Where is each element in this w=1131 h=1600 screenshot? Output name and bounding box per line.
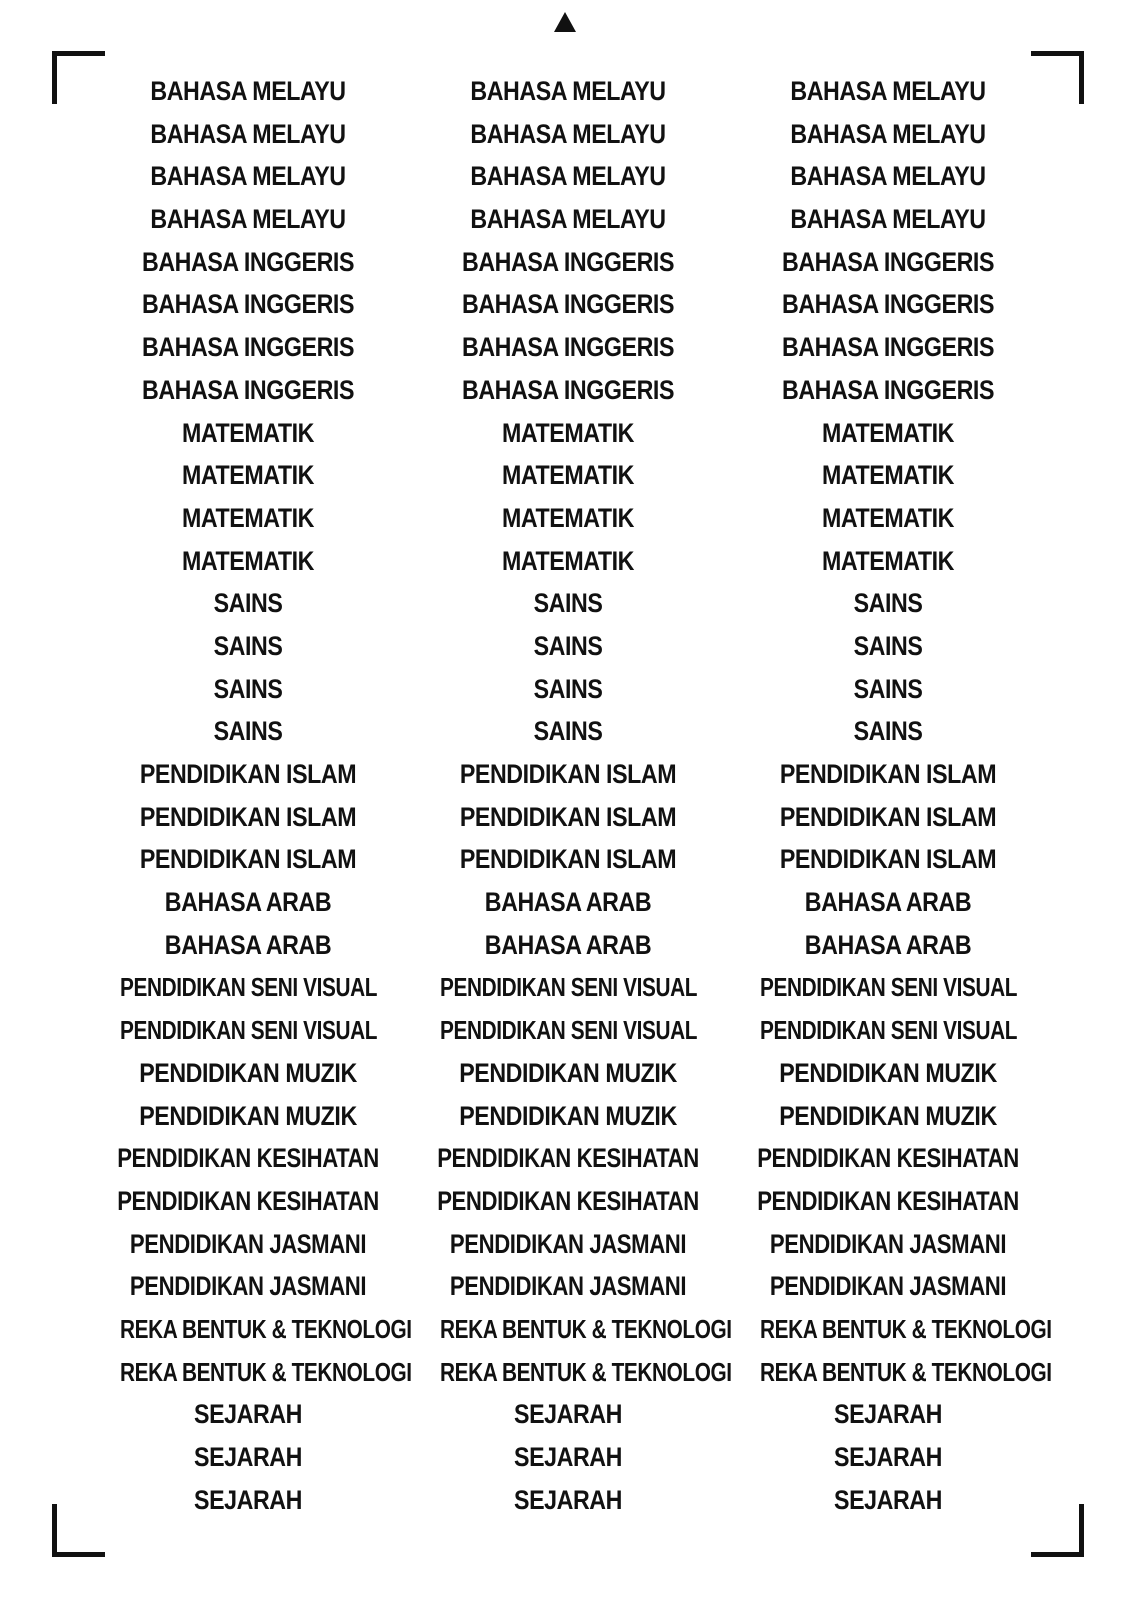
subject-label: PENDIDIKAN JASMANI [769, 1271, 1007, 1302]
subject-label: PENDIDIKAN MUZIK [139, 1100, 357, 1131]
subject-label: BAHASA INGGERIS [461, 246, 675, 277]
subject-label: BAHASA INGGERIS [781, 332, 995, 363]
subject-label: BAHASA INGGERIS [461, 289, 675, 320]
subject-label: SAINS [533, 673, 603, 704]
subject-label: BAHASA MELAYU [790, 76, 986, 106]
subject-label: MATEMATIK [822, 502, 954, 533]
subject-label: SAINS [533, 588, 603, 619]
subject-label: MATEMATIK [502, 502, 634, 533]
subject-label: REKA BENTUK & TEKNOLOGI [440, 1356, 732, 1387]
subject-label: BAHASA ARAB [164, 929, 332, 960]
subject-label: BAHASA MELAYU [150, 118, 346, 149]
subject-label: SAINS [213, 673, 283, 704]
subject-label: PENDIDIKAN ISLAM [779, 844, 997, 875]
subject-label: SAINS [213, 588, 283, 619]
subject-label: SEJARAH [194, 1442, 302, 1472]
subject-label: PENDIDIKAN MUZIK [779, 1057, 997, 1088]
subject-label: PENDIDIKAN KESIHATAN [757, 1143, 1019, 1174]
subject-label: SEJARAH [514, 1399, 622, 1430]
subject-label: PENDIDIKAN SENI VISUAL [440, 972, 698, 1003]
subject-label: BAHASA ARAB [484, 887, 652, 918]
subject-label: PENDIDIKAN KESIHATAN [117, 1143, 379, 1174]
subject-label: PENDIDIKAN JASMANI [769, 1228, 1007, 1259]
subject-label: PENDIDIKAN ISLAM [139, 759, 357, 789]
subject-label: PENDIDIKAN SENI VISUAL [760, 972, 1018, 1003]
subject-label: BAHASA INGGERIS [781, 374, 995, 405]
subject-label: SEJARAH [194, 1399, 302, 1430]
subject-label: BAHASA MELAYU [470, 118, 666, 149]
subject-label: PENDIDIKAN JASMANI [129, 1271, 367, 1302]
registration-triangle-icon [554, 12, 576, 32]
subject-label: PENDIDIKAN KESIHATAN [757, 1185, 1019, 1216]
subject-label: SAINS [533, 630, 603, 661]
subject-label: SAINS [213, 716, 283, 747]
subject-label: MATEMATIK [182, 417, 314, 448]
subject-label: SEJARAH [834, 1399, 942, 1430]
subject-label: BAHASA INGGERIS [461, 374, 675, 405]
subject-label: PENDIDIKAN KESIHATAN [117, 1185, 379, 1216]
subject-label: REKA BENTUK & TEKNOLOGI [440, 1313, 732, 1344]
subject-label: PENDIDIKAN ISLAM [779, 759, 997, 789]
subject-label: MATEMATIK [502, 545, 634, 576]
subject-label: BAHASA MELAYU [790, 118, 986, 149]
subject-label: MATEMATIK [182, 545, 314, 576]
subject-label: BAHASA INGGERIS [781, 246, 995, 277]
subject-label: SEJARAH [514, 1442, 622, 1472]
subject-label: BAHASA INGGERIS [141, 289, 355, 320]
subject-label: PENDIDIKAN ISLAM [779, 801, 997, 832]
subject-label: BAHASA INGGERIS [141, 332, 355, 363]
subject-label: PENDIDIKAN SENI VISUAL [440, 1015, 698, 1046]
subject-label: REKA BENTUK & TEKNOLOGI [120, 1356, 412, 1387]
subject-label: BAHASA MELAYU [790, 161, 986, 192]
subject-label: PENDIDIKAN ISLAM [459, 844, 677, 875]
subject-label: BAHASA MELAYU [150, 76, 346, 106]
subject-label: SAINS [213, 630, 283, 661]
subject-label: SAINS [533, 716, 603, 747]
subject-label: SAINS [853, 588, 923, 619]
subject-label: MATEMATIK [182, 502, 314, 533]
subject-label: REKA BENTUK & TEKNOLOGI [760, 1313, 1052, 1344]
subject-label: MATEMATIK [822, 545, 954, 576]
subject-label: PENDIDIKAN MUZIK [459, 1057, 677, 1088]
subject-label: BAHASA MELAYU [470, 204, 666, 235]
subject-label: SEJARAH [834, 1442, 942, 1472]
subject-label: MATEMATIK [182, 460, 314, 491]
subject-label: PENDIDIKAN MUZIK [139, 1057, 357, 1088]
subject-label: PENDIDIKAN KESIHATAN [437, 1185, 699, 1216]
subject-label: PENDIDIKAN JASMANI [449, 1228, 687, 1259]
subject-label: PENDIDIKAN ISLAM [459, 759, 677, 789]
subject-label: SEJARAH [194, 1484, 302, 1515]
subject-label: SAINS [853, 716, 923, 747]
subject-label: MATEMATIK [502, 460, 634, 491]
subject-label: PENDIDIKAN KESIHATAN [437, 1143, 699, 1174]
subject-label: SEJARAH [834, 1484, 942, 1515]
subject-label: PENDIDIKAN ISLAM [459, 801, 677, 832]
subject-label: BAHASA INGGERIS [781, 289, 995, 320]
subject-label: BAHASA MELAYU [470, 161, 666, 192]
subject-label: BAHASA INGGERIS [461, 332, 675, 363]
subject-label: BAHASA INGGERIS [141, 374, 355, 405]
subject-label: MATEMATIK [822, 460, 954, 491]
subject-label: BAHASA ARAB [804, 887, 972, 918]
subject-label: PENDIDIKAN SENI VISUAL [760, 1015, 1018, 1046]
subject-label: MATEMATIK [502, 417, 634, 448]
subject-label: BAHASA ARAB [804, 929, 972, 960]
subject-label: BAHASA MELAYU [790, 204, 986, 235]
subject-label: PENDIDIKAN MUZIK [779, 1100, 997, 1131]
subject-label: PENDIDIKAN ISLAM [139, 801, 357, 832]
subject-label: MATEMATIK [822, 417, 954, 448]
subject-label: SEJARAH [514, 1484, 622, 1515]
subject-label: PENDIDIKAN MUZIK [459, 1100, 677, 1131]
subject-label: REKA BENTUK & TEKNOLOGI [120, 1313, 412, 1344]
subject-label: PENDIDIKAN SENI VISUAL [120, 972, 378, 1003]
subject-label: BAHASA MELAYU [150, 161, 346, 192]
subject-label: SAINS [853, 673, 923, 704]
subject-label: REKA BENTUK & TEKNOLOGI [760, 1356, 1052, 1387]
subject-label: BAHASA MELAYU [150, 204, 346, 235]
subject-label: BAHASA MELAYU [470, 76, 666, 106]
subject-label: PENDIDIKAN SENI VISUAL [120, 1015, 378, 1046]
subject-label: SAINS [853, 630, 923, 661]
subject-label: BAHASA INGGERIS [141, 246, 355, 277]
subject-label: PENDIDIKAN JASMANI [449, 1271, 687, 1302]
subject-label: BAHASA ARAB [484, 929, 652, 960]
subject-label-grid [88, 70, 1052, 1521]
subject-label: BAHASA ARAB [164, 887, 332, 918]
subject-label: PENDIDIKAN JASMANI [129, 1228, 367, 1259]
subject-label: PENDIDIKAN ISLAM [139, 844, 357, 875]
